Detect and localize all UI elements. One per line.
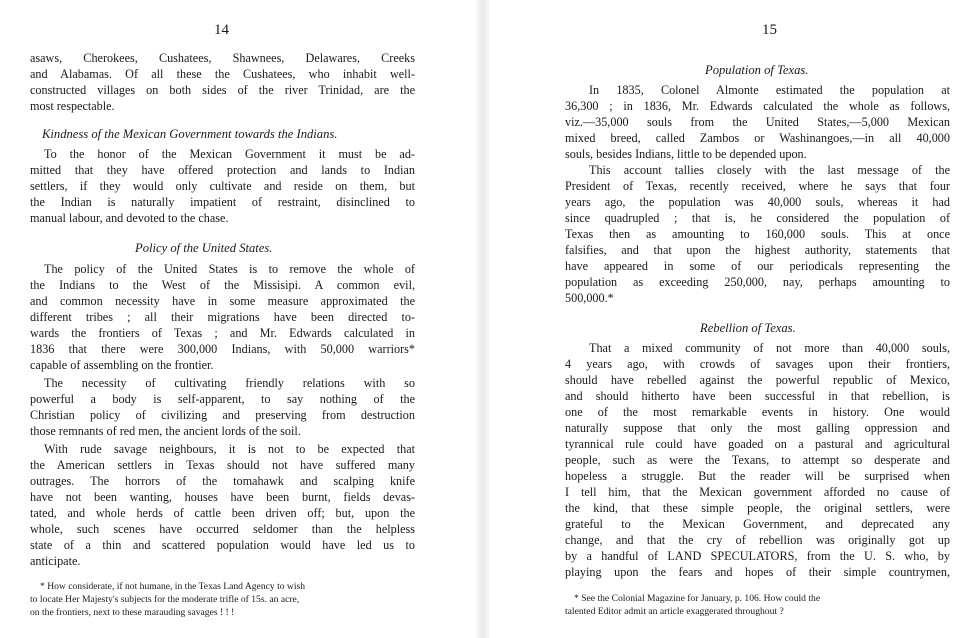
text-line: should have rebelled against the powerful republic of Mexico,	[565, 373, 950, 387]
section-heading: Rebellion of Texas.	[700, 321, 796, 335]
text-line: With rude savage neighbours, it is not to be expected that	[44, 442, 415, 456]
text-line: hopeless a struggle. But the reader will be surprised when	[565, 469, 950, 483]
text-line: tyrannical rule could have goaded on a pastural and agricultural	[565, 437, 950, 451]
text-line: and Alabamas. Of all these the Cushatees, who inhabit well-	[30, 67, 415, 81]
text-line: outrages. The horrors of the tomahawk and scalping knife	[30, 474, 415, 488]
section-heading: Kindness of the Mexican Government towards the Indians.	[42, 127, 338, 141]
text-line: In 1835, Colonel Almonte estimated the population at	[589, 83, 950, 97]
text-line: wards the frontiers of Texas ; and Mr. Edwards calculated in	[30, 326, 415, 340]
page-number: 15	[762, 22, 777, 38]
text-line: population as exceeding 250,000, nay, perhaps amounting to	[565, 275, 950, 289]
text-line: anticipate.	[30, 554, 81, 568]
text-line: The necessity of cultivating friendly relations with so	[44, 376, 415, 390]
text-line: one of the most remarkable events in history. One would	[565, 405, 950, 419]
footnote-line: on the frontiers, next to these marauding savages ! ! !	[30, 607, 235, 618]
text-line: That a mixed community of not more than 40,000 souls,	[589, 341, 950, 355]
text-line: different tribes ; all their migrations have been directed to-	[30, 310, 415, 324]
text-line: and common necessity have in some measure approximated the	[30, 294, 415, 308]
text-line: naturally suppose that only the most galling oppression and	[565, 421, 950, 435]
text-line: by a handful of LAND SPECULATORS, from the U. S. who, by	[565, 549, 950, 563]
footnote-line: to locate Her Majesty's subjects for the moderate trifle of 15s. an acre,	[30, 594, 300, 605]
text-line: the Indians to the West of the Missisipi. A common evil,	[30, 278, 415, 292]
text-line: tated, and whole herds of cattle been driven off; but, upon the	[30, 506, 415, 520]
text-line: grateful to the Mexican Government, and deprecated any	[565, 517, 950, 531]
text-line: state of a thin and scattered population would have led us to	[30, 538, 415, 552]
text-line: the Indian is naturally impatient of restraint, disinclined to	[30, 195, 415, 209]
text-line: falsifies, and that upon the highest authority, statements that	[565, 243, 950, 257]
text-line: To the honor of the Mexican Government it must be ad-	[44, 147, 415, 161]
book-gutter	[476, 0, 490, 638]
text-line: President of Texas, recently received, where he says that four	[565, 179, 950, 193]
text-line: 4 years ago, with crowds of savages upon their frontiers,	[565, 357, 950, 371]
footnote-line: * See the Colonial Magazine for January, p. 106. How could the	[574, 593, 821, 604]
text-line: souls, besides Indians, little to be depended upon.	[565, 147, 807, 161]
right-page	[490, 0, 980, 638]
text-line: capable of assembling on the frontier.	[30, 358, 214, 372]
text-line: constructed villages on both sides of the river Trinidad, are the	[30, 83, 415, 97]
text-line: since quadrupled ; that is, he considered the population of	[565, 211, 950, 225]
left-page	[0, 0, 475, 638]
section-heading: Policy of the United States.	[135, 241, 273, 255]
footnote-line: talented Editor admit an article exaggerated throughout ?	[565, 606, 784, 617]
text-line: Texas then as amounting to 160,000 souls. This at once	[565, 227, 950, 241]
text-line: viz.—35,000 souls from the United States,—5,000 Mexican	[565, 115, 950, 129]
text-line: mixed breed, called Zambos or Washinangoes,—in all 40,000	[565, 131, 950, 145]
text-line: 36,300 ; in 1836, Mr. Edwards calculated the whole as follows,	[565, 99, 950, 113]
text-line: 1836 that there were 300,000 Indians, with 50,000 warriors*	[30, 342, 415, 356]
text-line: I tell him, that the Mexican government afforded no cause of	[565, 485, 950, 499]
text-line: whole, such scenes have occurred seldomer than the helpless	[30, 522, 415, 536]
text-line: powerful a body is self-apparent, to say nothing of the	[30, 392, 415, 406]
text-line: those remnants of red men, the ancient lords of the soil.	[30, 424, 301, 438]
text-line: and should hitherto have been successful in that rebellion, is	[565, 389, 950, 403]
text-line: change, and that the cry of rebellion was originally got up	[565, 533, 950, 547]
footnote-line: * How considerate, if not humane, in the Texas Land Agency to wish	[40, 581, 306, 592]
text-line: asaws, Cherokees, Cushatees, Shawnees, Delawares, Creeks	[30, 51, 415, 65]
text-line: 500,000.*	[565, 291, 614, 305]
text-line: mitted that they have offered protection and lands to Indian	[30, 163, 415, 177]
text-line: The policy of the United States is to remove the whole of	[44, 262, 415, 276]
text-line: have not been wanting, houses have been burnt, fields devas-	[30, 490, 415, 504]
text-line: have appeared in some of our periodicals representing the	[565, 259, 950, 273]
text-line: people, such as were the Texans, to attempt so desperate and	[565, 453, 950, 467]
text-line: This account tallies closely with the last message of the	[589, 163, 950, 177]
text-line: manual labour, and devoted to the chase.	[30, 211, 229, 225]
text-line: the American settlers in Texas should not have suffered many	[30, 458, 415, 472]
text-line: playing upon the fears and hopes of their simple countrymen,	[565, 565, 950, 579]
text-line: years ago, the population was 40,000 souls, whereas it had	[565, 195, 950, 209]
text-line: most respectable.	[30, 99, 115, 113]
page-number: 14	[214, 22, 229, 38]
text-line: the kind, that these simple people, the original settlers, were	[565, 501, 950, 515]
text-line: settlers, if they would only cultivate and reside on them, but	[30, 179, 415, 193]
text-line: Christian policy of civilizing and preserving from destruction	[30, 408, 415, 422]
section-heading: Population of Texas.	[705, 63, 809, 77]
